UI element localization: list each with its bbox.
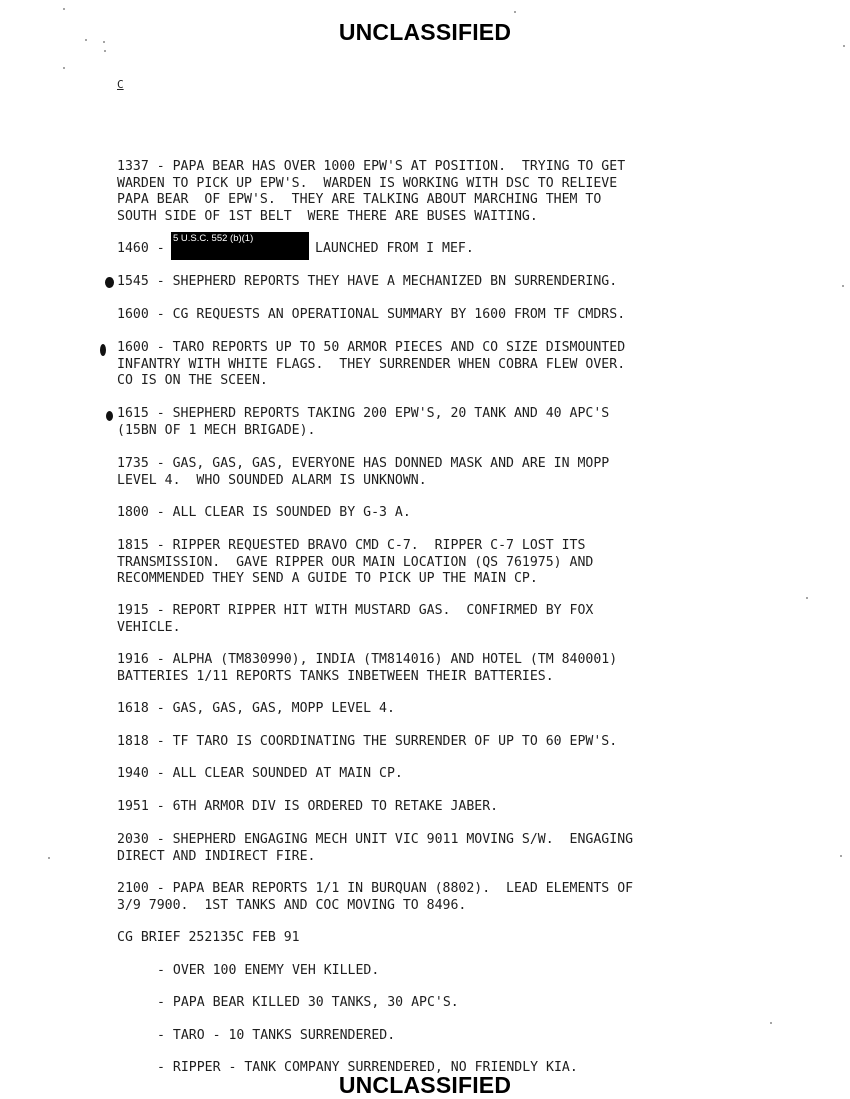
log-entry-1600-taro: 1600 - TARO REPORTS UP TO 50 ARMOR PIECES AND CO SIZE DISMOUNTED INFANTRY WITH WHITE FLAGS. THEY SURRENDER WHEN COBRA FLEW OVER. CO IS ON THE SCEEN.	[117, 340, 626, 388]
handwritten-bullet-mark	[105, 277, 114, 288]
page-corner-mark: C	[117, 78, 124, 91]
cg-brief-item: - PAPA BEAR KILLED 30 TANKS, 30 APC'S.	[157, 995, 459, 1010]
classification-banner-bottom: UNCLASSIFIED	[338, 1072, 512, 1098]
redaction-label: 5 U.S.C. 552 (b)(1)	[173, 233, 254, 244]
classification-banner-top: UNCLASSIFIED	[338, 19, 512, 45]
scan-speck	[85, 39, 87, 41]
log-entry-1916: 1916 - ALPHA (TM830990), INDIA (TM814016) AND HOTEL (TM 840001) BATTERIES 1/11 REPORTS TANKS INBETWEEN THEIR BATTERIES.	[117, 652, 618, 684]
log-entry-1940: 1940 - ALL CLEAR SOUNDED AT MAIN CP.	[117, 766, 403, 781]
scan-speck	[842, 285, 844, 287]
log-entry-1545: 1545 - SHEPHERD REPORTS THEY HAVE A MECHANIZED BN SURRENDERING.	[117, 274, 618, 289]
log-entry-1460-text: LAUNCHED FROM I MEF.	[315, 241, 474, 256]
log-entry-1337: 1337 - PAPA BEAR HAS OVER 1000 EPW'S AT POSITION. TRYING TO GET WARDEN TO PICK UP EPW'S. WARDEN IS WORKING WITH DSC TO RELIEVE PAPA BEAR OF EPW'S. THEY ARE TALKING ABOUT MARCHING THEM TO SOUTH SIDE OF 1ST BELT WERE THERE ARE BUSES WAITING.	[117, 159, 626, 224]
log-entry-2100: 2100 - PAPA BEAR REPORTS 1/1 IN BURQUAN (8802). LEAD ELEMENTS OF 3/9 7900. 1ST TANKS AND COC MOVING TO 8496.	[117, 881, 634, 913]
scan-speck	[806, 597, 808, 599]
scan-speck	[103, 41, 105, 43]
scan-speck	[63, 8, 65, 10]
log-entry-1618: 1618 - GAS, GAS, GAS, MOPP LEVEL 4.	[117, 701, 395, 716]
handwritten-bullet-mark	[100, 344, 106, 356]
scan-speck	[63, 67, 65, 69]
scan-speck	[843, 45, 845, 47]
scan-speck	[840, 855, 842, 857]
log-entry-1460-time: 1460 -	[117, 241, 165, 256]
scan-speck	[48, 857, 50, 859]
cg-brief-item: - OVER 100 ENEMY VEH KILLED.	[157, 963, 380, 978]
scan-speck	[514, 11, 516, 13]
handwritten-bullet-mark	[106, 411, 113, 421]
log-entry-1951: 1951 - 6TH ARMOR DIV IS ORDERED TO RETAKE JABER.	[117, 799, 499, 814]
cg-brief-item: - RIPPER - TANK COMPANY SURRENDERED, NO FRIENDLY KIA.	[157, 1060, 578, 1075]
log-entry-1815: 1815 - RIPPER REQUESTED BRAVO CMD C-7. RIPPER C-7 LOST ITS TRANSMISSION. GAVE RIPPER OUR MAIN LOCATION (QS 761975) AND RECOMMENDED THEY SEND A GUIDE TO PICK UP THE MAIN CP.	[117, 538, 594, 586]
log-entry-1615: 1615 - SHEPHERD REPORTS TAKING 200 EPW'S, 20 TANK AND 40 APC'S (15BN OF 1 MECH BRIGADE).	[117, 406, 610, 438]
log-entry-1915: 1915 - REPORT RIPPER HIT WITH MUSTARD GAS. CONFIRMED BY FOX VEHICLE.	[117, 603, 594, 635]
scan-speck	[770, 1022, 772, 1024]
log-entry-1600-summary: 1600 - CG REQUESTS AN OPERATIONAL SUMMARY BY 1600 FROM TF CMDRS.	[117, 307, 626, 322]
redaction-box	[171, 232, 309, 260]
log-entry-1800: 1800 - ALL CLEAR IS SOUNDED BY G-3 A.	[117, 505, 411, 520]
cg-brief-item: - TARO - 10 TANKS SURRENDERED.	[157, 1028, 396, 1043]
cg-brief-heading: CG BRIEF 252135C FEB 91	[117, 930, 300, 945]
log-entry-1818: 1818 - TF TARO IS COORDINATING THE SURRENDER OF UP TO 60 EPW'S.	[117, 734, 618, 749]
log-entry-2030: 2030 - SHEPHERD ENGAGING MECH UNIT VIC 9011 MOVING S/W. ENGAGING DIRECT AND INDIRECT FIRE.	[117, 832, 634, 864]
scan-speck	[104, 50, 106, 52]
log-entry-1735: 1735 - GAS, GAS, GAS, EVERYONE HAS DONNED MASK AND ARE IN MOPP LEVEL 4. WHO SOUNDED ALARM IS UNKNOWN.	[117, 456, 610, 488]
